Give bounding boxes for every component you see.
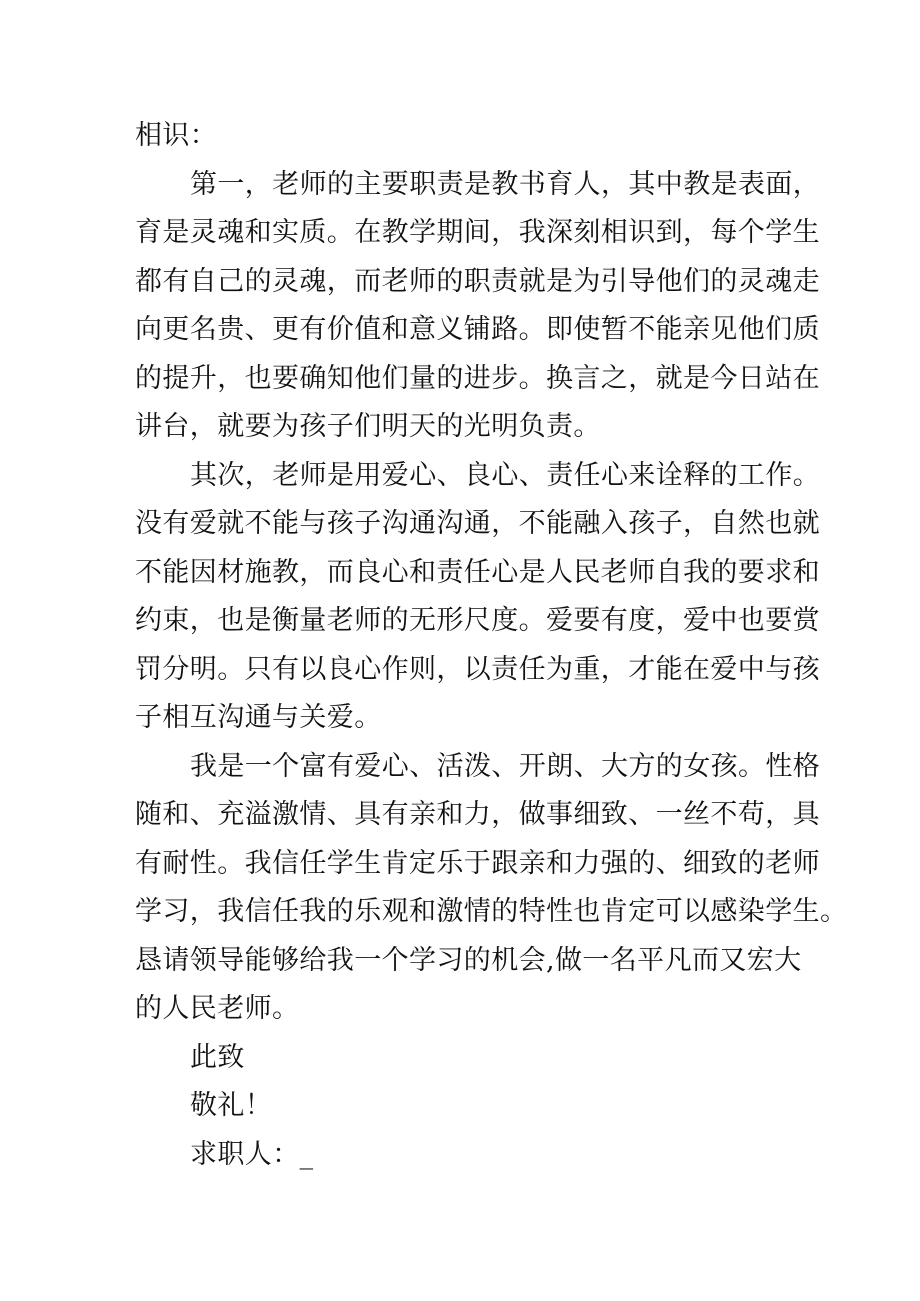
text-line: 子相互沟通与关爱。	[135, 702, 382, 733]
closing-salute: 敬礼！	[190, 1090, 273, 1121]
text-line: 相识：	[135, 120, 218, 151]
text-line: 学习，我信任我的乐观和激情的特性也肯定可以感染学生。	[135, 896, 848, 927]
text-line: 向更名贵、更有价值和意义铺路。即使暂不能亲见他们质	[135, 314, 820, 345]
paragraph-line-indented: 其次，老师是用爱心、良心、责任心来诠释的工作。	[190, 459, 821, 491]
text-line: 的提升，也要确知他们量的进步。换言之，就是今日站在	[135, 362, 820, 394]
paragraph-line-indented: 我是一个富有爱心、活泼、开朗、大方的女孩。性格	[190, 750, 821, 782]
paragraph-line-indented: 第一，老师的主要职责是教书育人，其中教是表面，	[190, 168, 821, 200]
text-line: 有耐性。我信任学生肯定乐于跟亲和力强的、细致的老师	[135, 847, 820, 879]
text-line: 恳请领导能够给我一个学习的机会,做一名平凡而又宏大	[135, 944, 802, 976]
closing-greeting: 此致	[190, 1041, 245, 1073]
applicant-signature-line: 求职人：_	[190, 1138, 314, 1170]
text-line: 讲台，就要为孩子们明天的光明负责。	[135, 411, 601, 442]
text-line: 随和、充溢激情、具有亲和力，做事细致、一丝不苟，具	[135, 799, 820, 830]
text-line: 没有爱就不能与孩子沟通沟通，不能融入孩子，自然也就	[135, 508, 820, 539]
text-line: 都有自己的灵魂，而老师的职责就是为引导他们的灵魂走	[135, 265, 820, 297]
document-body	[135, 112, 848, 1179]
text-line: 罚分明。只有以良心作则，以责任为重，才能在爱中与孩	[135, 653, 820, 685]
text-line: 育是灵魂和实质。在教学期间，我深刻相识到，每个学生	[135, 217, 820, 248]
text-line: 不能因材施教，而良心和责任心是人民老师自我的要求和	[135, 556, 820, 588]
text-line: 的人民老师。	[135, 993, 300, 1024]
text-line: 约束，也是衡量老师的无形尺度。爱要有度，爱中也要赏	[135, 605, 820, 636]
